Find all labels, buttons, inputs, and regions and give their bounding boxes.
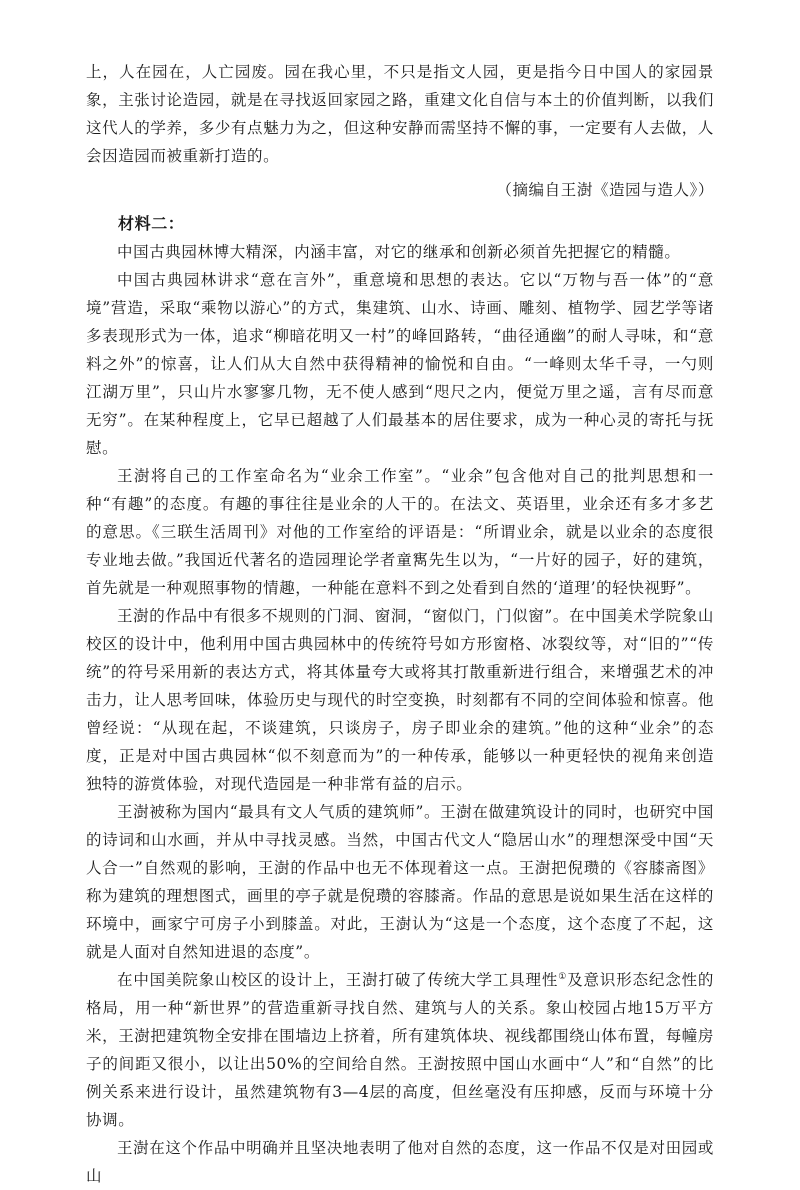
paragraph-4: 王澍的作品中有很多不规则的门洞、窗洞，“窗似门，门似窗”。在中国美术学院象山校区的设计中，他利用中国古典园林中的传统符号如方形窗格、冰裂纹等，对“旧的”“传统”的符号采用新的表达方式，将其体量夸大或将其打散重新进行组合，来增强艺术的冲击力，让人思考回味，体验历史与现代的时空变换，时刻都有不同的空间体验和惊喜。他曾经说：“从现在起，不谈建筑，只谈房子，房子即业余的建筑。”他的这种“业余”的态度，正是对中国古典园林“似不刻意而为”的一种传承，能够以一种更轻快的视角来创造独特的游赏体验，对现代造园是一种非常有益的启示。: [86, 607, 714, 793]
source-citation: （摘编自王澍《造园与造人》）: [496, 181, 714, 199]
document-page: [86, 58, 714, 1190]
paragraph-3: 王澍将自己的工作室命名为“业余工作室”。“业余”包含他对自己的批判思想和一种“有趣”的态度。有趣的事往往是业余的人干的。在法文、英语里，业余还有多才多艺的意思。《三联生活周刊》对他的工作室给的评语是：“所谓业余，就是以业余的态度很专业地去做。”我国近代著名的造园理论学者童寯先生以为，“一片好的园子，好的建筑，首先就是一种观照事物的情趣，一种能在意料不到之处看到自然的‘道理’的轻快视野”。: [86, 467, 714, 597]
paragraph-1: 中国古典园林博大精深，内涵丰富，对它的继承和创新必须首先把握它的精髓。: [117, 243, 681, 261]
opening-paragraph: 上，人在园在，人亡园废。园在我心里，不只是指文人园，更是指今日中国人的家园景象，主张讨论造园，就是在寻找返回家园之路，重建文化自信与本土的价值判断，以我们这代人的学养，多少有点魅力为之，但这种安静而需坚持不懈的事，一定要有人去做，人会因造园而被重新打造的。: [86, 63, 714, 165]
paragraph-6-text-after: 及意识形态纪念性的格局，用一种“新世界”的营造重新寻找自然、建筑与人的关系。象山校园占地15万平方米，王澍把建筑物全安排在围墙边上挤着，所有建筑体块、视线都围绕山体布置，每幢房子的间距又很小，以让出50%的空间给自然。王澍按照中国山水画中“人”和“自然”的比例关系来进行设计，虽然建筑物有3—4层的高度，但丝毫没有压抑感，反而与环境十分协调。: [86, 971, 715, 1129]
paragraph-6: [86, 966, 714, 1134]
paragraph-2: 中国古典园林讲求“意在言外”，重意境和思想的表达。它以“万物与吾一体”的“意境”营造，采取“乘物以游心”的方式，集建筑、山水、诗画、雕刻、植物学、园艺学等诸多表现形式为一体，追求“柳暗花明又一村”的峰回路转，“曲径通幽”的耐人寻味，和“意料之外”的惊喜，让人们从大自然中获得精神的愉悦和自由。“一峰则太华千寻，一勺则江湖万里”，只山片水寥寥几物，无不使人感到“咫尺之内，便觉万里之遥，言有尽而意无穷”。在某种程度上，它早已超越了人们最基本的居住要求，成为一种心灵的寄托与抚慰。: [86, 271, 714, 457]
paragraph-7: 王澍在这个作品中明确并且坚决地表明了他对自然的态度，这一作品不仅是对田园或山: [86, 1139, 714, 1185]
section-heading: 材料二：: [118, 214, 185, 233]
paragraph-5: 王澍被称为国内“最具有文人气质的建筑师”。王澍在做建筑设计的同时，也研究中国的诗词和山水画，并从中寻找灵感。当然，中国古代文人“隐居山水”的理想深受中国“天人合一”自然观的影响，王澍的作品中也无不体现着这一点。王澍把倪瓒的《容膝斋图》称为建筑的理想图式，画里的亭子就是倪瓒的容膝斋。作品的意思是说如果生活在这样的环境中，画家宁可房子小到膝盖。对此，王澍认为“这是一个态度，这个态度了不起，这就是人面对自然知进退的态度”。: [86, 803, 714, 961]
footnote-marker: ①: [558, 971, 568, 982]
paragraph-6-text-before: 在中国美院象山校区的设计上，王澍打破了传统大学工具理性: [117, 971, 559, 989]
